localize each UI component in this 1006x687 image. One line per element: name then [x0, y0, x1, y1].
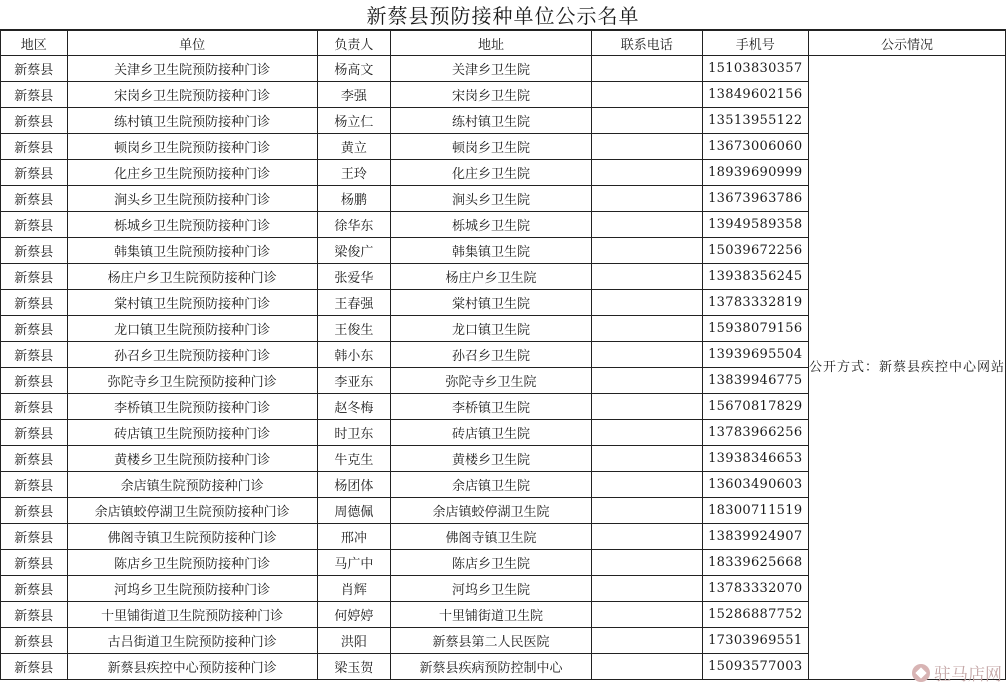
cell-mobile: 13783332070	[702, 576, 808, 602]
cell-address: 练村镇卫生院	[390, 108, 591, 134]
cell-tel	[591, 186, 702, 212]
cell-address: 余店镇蛟停湖卫生院	[390, 498, 591, 524]
cell-mobile: 18339625668	[702, 550, 808, 576]
page-title: 新蔡县预防接种单位公示名单	[0, 0, 1006, 30]
cell-address: 宋岗乡卫生院	[390, 82, 591, 108]
cell-unit: 杨庄户乡卫生院预防接种门诊	[67, 264, 317, 290]
cell-address: 弥陀寺乡卫生院	[390, 368, 591, 394]
cell-mobile: 15093577003	[702, 654, 808, 680]
cell-unit: 关津乡卫生院预防接种门诊	[67, 56, 317, 82]
cell-mobile: 13949589358	[702, 212, 808, 238]
cell-tel	[591, 368, 702, 394]
col-header-unit: 单位	[67, 31, 317, 56]
cell-address: 化庄乡卫生院	[390, 160, 591, 186]
cell-mobile: 13839946775	[702, 368, 808, 394]
cell-region: 新蔡县	[1, 654, 68, 680]
cell-region: 新蔡县	[1, 602, 68, 628]
cell-address: 龙口镇卫生院	[390, 316, 591, 342]
cell-head: 赵冬梅	[317, 394, 390, 420]
col-header-mobile: 手机号	[702, 31, 808, 56]
cell-mobile: 18939690999	[702, 160, 808, 186]
cell-mobile: 13938356245	[702, 264, 808, 290]
cell-region: 新蔡县	[1, 212, 68, 238]
cell-address: 栎城乡卫生院	[390, 212, 591, 238]
cell-tel	[591, 108, 702, 134]
cell-head: 杨立仁	[317, 108, 390, 134]
cell-head: 杨鹏	[317, 186, 390, 212]
cell-unit: 宋岗乡卫生院预防接种门诊	[67, 82, 317, 108]
cell-mobile: 13938346653	[702, 446, 808, 472]
cell-unit: 李桥镇卫生院预防接种门诊	[67, 394, 317, 420]
cell-head: 韩小东	[317, 342, 390, 368]
cell-region: 新蔡县	[1, 420, 68, 446]
cell-tel	[591, 446, 702, 472]
cell-mobile: 13849602156	[702, 82, 808, 108]
col-header-address: 地址	[390, 31, 591, 56]
cell-region: 新蔡县	[1, 160, 68, 186]
cell-head: 李强	[317, 82, 390, 108]
cell-region: 新蔡县	[1, 186, 68, 212]
cell-tel	[591, 316, 702, 342]
cell-address: 余店镇卫生院	[390, 472, 591, 498]
cell-mobile: 13939695504	[702, 342, 808, 368]
cell-unit: 韩集镇卫生院预防接种门诊	[67, 238, 317, 264]
cell-mobile: 18300711519	[702, 498, 808, 524]
cell-tel	[591, 160, 702, 186]
cell-unit: 河坞乡卫生院预防接种门诊	[67, 576, 317, 602]
cell-unit: 古吕街道卫生院预防接种门诊	[67, 628, 317, 654]
cell-head: 梁玉贺	[317, 654, 390, 680]
cell-head: 马广中	[317, 550, 390, 576]
cell-unit: 孙召乡卫生院预防接种门诊	[67, 342, 317, 368]
cell-unit: 棠村镇卫生院预防接种门诊	[67, 290, 317, 316]
cell-address: 孙召乡卫生院	[390, 342, 591, 368]
cell-tel	[591, 524, 702, 550]
cell-tel	[591, 290, 702, 316]
cell-mobile: 13783332819	[702, 290, 808, 316]
cell-region: 新蔡县	[1, 368, 68, 394]
cell-region: 新蔡县	[1, 576, 68, 602]
cell-unit: 顿岗乡卫生院预防接种门诊	[67, 134, 317, 160]
cell-tel	[591, 498, 702, 524]
cell-address: 佛阁寺镇卫生院	[390, 524, 591, 550]
cell-address: 黄楼乡卫生院	[390, 446, 591, 472]
cell-head: 王俊生	[317, 316, 390, 342]
cell-head: 洪阳	[317, 628, 390, 654]
cell-head: 黄立	[317, 134, 390, 160]
cell-region: 新蔡县	[1, 134, 68, 160]
cell-tel	[591, 602, 702, 628]
site-watermark	[912, 660, 1002, 685]
cell-address: 河坞乡卫生院	[390, 576, 591, 602]
cell-unit: 弥陀寺乡卫生院预防接种门诊	[67, 368, 317, 394]
logo-icon	[912, 664, 930, 682]
cell-unit: 栎城乡卫生院预防接种门诊	[67, 212, 317, 238]
cell-tel	[591, 394, 702, 420]
cell-head: 徐华东	[317, 212, 390, 238]
cell-address: 陈店乡卫生院	[390, 550, 591, 576]
cell-public-info: 公开方式：新蔡县疾控中心网站	[808, 56, 1005, 680]
cell-unit: 余店镇生院预防接种门诊	[67, 472, 317, 498]
cell-region: 新蔡县	[1, 316, 68, 342]
cell-address: 涧头乡卫生院	[390, 186, 591, 212]
cell-tel	[591, 576, 702, 602]
cell-region: 新蔡县	[1, 108, 68, 134]
cell-unit: 陈店乡卫生院预防接种门诊	[67, 550, 317, 576]
cell-unit: 砖店镇卫生院预防接种门诊	[67, 420, 317, 446]
cell-unit: 黄楼乡卫生院预防接种门诊	[67, 446, 317, 472]
cell-region: 新蔡县	[1, 238, 68, 264]
cell-address: 杨庄户乡卫生院	[390, 264, 591, 290]
table-header-row	[1, 31, 1006, 56]
cell-tel	[591, 56, 702, 82]
cell-region: 新蔡县	[1, 446, 68, 472]
col-header-public: 公示情况	[808, 31, 1005, 56]
cell-head: 李亚东	[317, 368, 390, 394]
cell-mobile: 15286887752	[702, 602, 808, 628]
col-header-tel: 联系电话	[591, 31, 702, 56]
vaccination-units-table	[0, 30, 1006, 680]
cell-mobile: 13513955122	[702, 108, 808, 134]
cell-address: 关津乡卫生院	[390, 56, 591, 82]
cell-mobile: 13603490603	[702, 472, 808, 498]
cell-address: 顿岗乡卫生院	[390, 134, 591, 160]
cell-region: 新蔡县	[1, 290, 68, 316]
cell-region: 新蔡县	[1, 82, 68, 108]
cell-unit: 余店镇蛟停湖卫生院预防接种门诊	[67, 498, 317, 524]
cell-tel	[591, 238, 702, 264]
cell-head: 张爱华	[317, 264, 390, 290]
cell-address: 韩集镇卫生院	[390, 238, 591, 264]
cell-mobile: 15670817829	[702, 394, 808, 420]
cell-head: 杨高文	[317, 56, 390, 82]
cell-address: 十里铺街道卫生院	[390, 602, 591, 628]
cell-head: 王春强	[317, 290, 390, 316]
cell-tel	[591, 654, 702, 680]
cell-mobile: 15039672256	[702, 238, 808, 264]
cell-tel	[591, 212, 702, 238]
cell-unit: 佛阁寺镇卫生院预防接种门诊	[67, 524, 317, 550]
cell-address: 棠村镇卫生院	[390, 290, 591, 316]
cell-tel	[591, 134, 702, 160]
cell-region: 新蔡县	[1, 394, 68, 420]
cell-unit: 龙口镇卫生院预防接种门诊	[67, 316, 317, 342]
cell-head: 周德佩	[317, 498, 390, 524]
cell-address: 李桥镇卫生院	[390, 394, 591, 420]
col-header-head: 负责人	[317, 31, 390, 56]
cell-tel	[591, 628, 702, 654]
cell-mobile: 13783966256	[702, 420, 808, 446]
cell-tel	[591, 550, 702, 576]
cell-head: 杨团体	[317, 472, 390, 498]
cell-unit: 练村镇卫生院预防接种门诊	[67, 108, 317, 134]
cell-mobile: 13673963786	[702, 186, 808, 212]
cell-unit: 涧头乡卫生院预防接种门诊	[67, 186, 317, 212]
cell-region: 新蔡县	[1, 550, 68, 576]
table-row	[1, 56, 1006, 82]
cell-mobile: 17303969551	[702, 628, 808, 654]
cell-unit: 化庄乡卫生院预防接种门诊	[67, 160, 317, 186]
cell-address: 砖店镇卫生院	[390, 420, 591, 446]
cell-head: 邢冲	[317, 524, 390, 550]
watermark-text: 驻马店网	[934, 665, 1002, 685]
cell-region: 新蔡县	[1, 524, 68, 550]
cell-region: 新蔡县	[1, 472, 68, 498]
cell-mobile: 15103830357	[702, 56, 808, 82]
cell-tel	[591, 342, 702, 368]
cell-unit: 十里铺街道卫生院预防接种门诊	[67, 602, 317, 628]
cell-tel	[591, 264, 702, 290]
cell-head: 何婷婷	[317, 602, 390, 628]
cell-mobile: 13673006060	[702, 134, 808, 160]
cell-region: 新蔡县	[1, 628, 68, 654]
cell-tel	[591, 472, 702, 498]
cell-head: 牛克生	[317, 446, 390, 472]
cell-region: 新蔡县	[1, 498, 68, 524]
cell-head: 时卫东	[317, 420, 390, 446]
cell-address: 新蔡县疾病预防控制中心	[390, 654, 591, 680]
cell-head: 梁俊广	[317, 238, 390, 264]
cell-region: 新蔡县	[1, 264, 68, 290]
cell-tel	[591, 82, 702, 108]
cell-address: 新蔡县第二人民医院	[390, 628, 591, 654]
cell-mobile: 15938079156	[702, 316, 808, 342]
cell-unit: 新蔡县疾控中心预防接种门诊	[67, 654, 317, 680]
cell-region: 新蔡县	[1, 342, 68, 368]
cell-head: 肖辉	[317, 576, 390, 602]
cell-region: 新蔡县	[1, 56, 68, 82]
cell-tel	[591, 420, 702, 446]
cell-mobile: 13839924907	[702, 524, 808, 550]
col-header-region: 地区	[1, 31, 68, 56]
cell-head: 王玲	[317, 160, 390, 186]
